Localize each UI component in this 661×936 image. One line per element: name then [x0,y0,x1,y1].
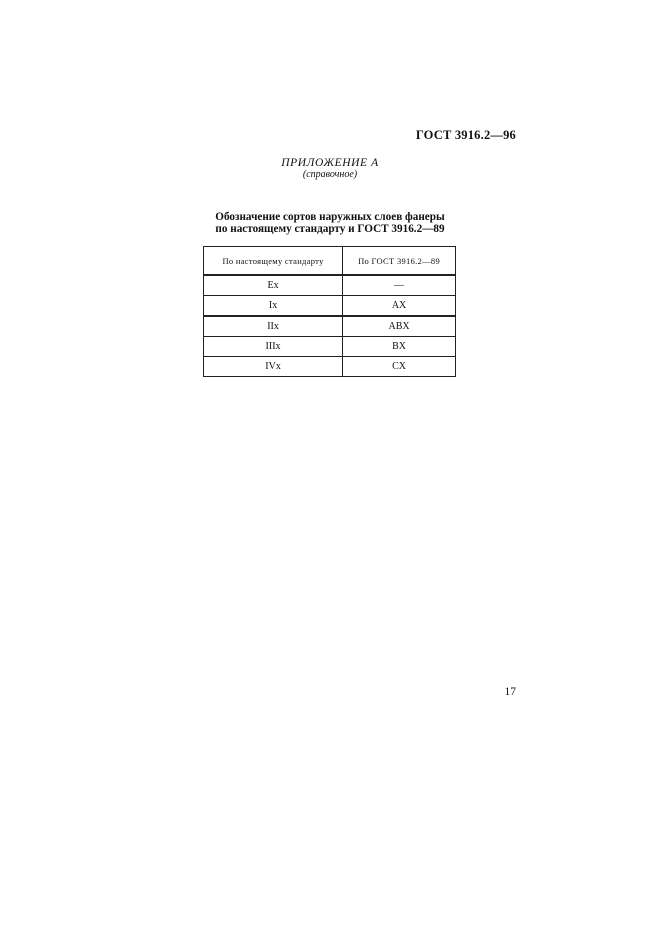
annex-subtitle: (справочное) [302,169,358,180]
table-row [204,275,456,296]
cell-gost-89: AX [343,296,456,317]
cell-gost-89: — [343,275,456,296]
table-caption-line-1: Обозначение сортов наружных слоев фанеры [215,211,445,223]
cell-gost-89: CX [343,357,456,377]
cell-gost-89: ABX [343,316,456,337]
table-row [204,316,456,337]
column-header-gost-89: По ГОСТ 3916.2—89 [343,247,456,276]
page-number: 17 [504,686,516,698]
cell-this-standard: IIIx [204,337,343,357]
cell-gost-89: BX [343,337,456,357]
table-caption [170,211,490,235]
cell-this-standard: Ix [204,296,343,317]
column-header-this-standard: По настоящему стандарту [204,247,343,276]
table-caption-line-2: по настоящему стандарту и ГОСТ 3916.2—89 [215,223,445,235]
table-row [204,357,456,377]
cell-this-standard: IIx [204,316,343,337]
table-row [204,337,456,357]
annex-title: ПРИЛОЖЕНИЕ А [281,157,379,169]
cell-this-standard: IVx [204,357,343,377]
standard-code: ГОСТ 3916.2—96 [415,128,516,142]
table-header-row [204,247,456,276]
cell-this-standard: Ex [204,275,343,296]
table-row [204,296,456,317]
grade-designation-table [203,246,456,377]
